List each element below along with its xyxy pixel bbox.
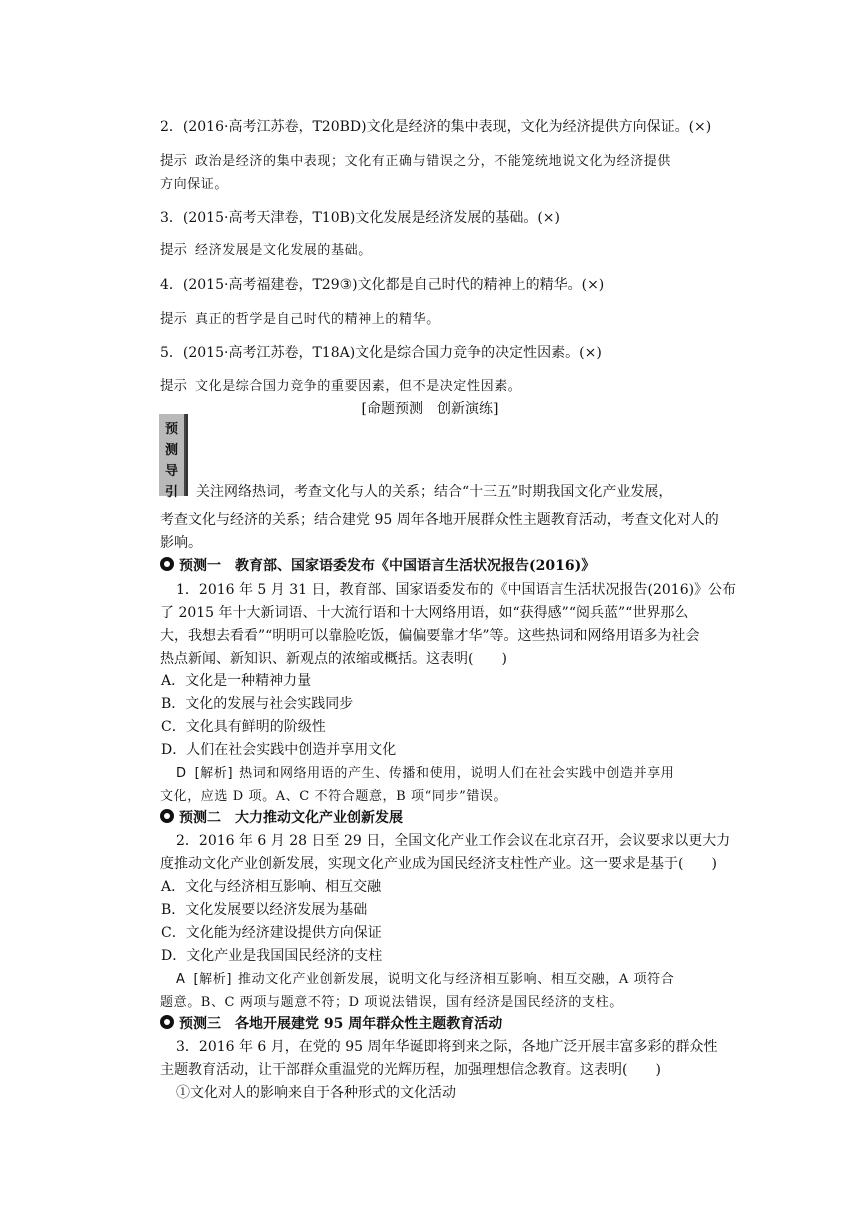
answer-letter: A xyxy=(176,972,186,987)
option-d: D．人们在社会实践中创造并享用文化 xyxy=(161,742,397,758)
heading-text: 预测三 各地开展建党 95 周年群众性主题教育活动 xyxy=(179,1016,503,1032)
review-hint-3 xyxy=(160,240,740,261)
guide-text-3: 影响。 xyxy=(160,535,202,551)
review-hint-2-cont: 方向保证。 xyxy=(160,177,229,192)
hint-text: 真正的哲学是自己时代的精神上的精华。 xyxy=(195,312,440,327)
heading-text: 预测二 大力推动文化产业创新发展 xyxy=(179,810,403,826)
question-line: 了 2015 年十大新词语、十大流行语和十大网络用语，如“获得感”“阅兵蓝”“世界那么 xyxy=(160,605,689,621)
analysis-text: 推动文化产业创新发展，说明文化与经济相互影响、相互交融，A 项符合 xyxy=(238,972,675,987)
analysis-2-cont: 题意。B、C 两项与题意不符；D 项说法错误，国有经济是国民经济的支柱。 xyxy=(160,995,623,1010)
review-question-5: 5．(2015·高考江苏卷，T18A)文化是综合国力竞争的决定性因素。(×) xyxy=(160,345,602,361)
analysis-1-cont: 文化，应选 D 项。A、C 不符合题意，B 项“同步”错误。 xyxy=(160,789,508,804)
prediction-guide-label xyxy=(159,414,186,500)
question-line: 度推动文化产业创新发展，实现文化产业成为国民经济支柱性产业。这一要求是基于( ) xyxy=(160,856,717,872)
guide-divider xyxy=(186,414,188,496)
option-b: B．文化的发展与社会实践同步 xyxy=(161,696,354,712)
question-line: 大，我想去看看”“明明可以靠脸吃饭，偏偏要靠才华”等。这些热词和网络用语多为社会 xyxy=(160,628,700,644)
analysis-text: 热词和网络用语的产生、传播和使用，说明人们在社会实践中创造并享用 xyxy=(239,766,675,781)
guide-char: 预 xyxy=(164,422,178,437)
option-d: D．文化产业是我国国民经济的支柱 xyxy=(161,948,383,964)
prediction-heading-3 xyxy=(160,1014,740,1035)
prediction-heading-1 xyxy=(160,556,740,577)
question-line: 1．2016 年 5 月 31 日，教育部、国家语委发布的《中国语言生活状况报告(2016)》公布 xyxy=(176,582,737,598)
bullet-icon xyxy=(160,1015,174,1029)
review-question-4: 4．(2015·高考福建卷，T29③)文化都是自己时代的精神上的精华。(×) xyxy=(160,277,605,293)
analysis-2 xyxy=(176,969,756,990)
guide-char: 引 xyxy=(164,485,178,500)
review-hint-5 xyxy=(160,376,740,397)
hint-label: 提示 xyxy=(160,153,187,169)
option-c: C．文化能为经济建设提供方向保证 xyxy=(161,925,382,941)
guide-text-1: 关注网络热词，考查文化与人的关系；结合“十三五”时期我国文化产业发展， xyxy=(196,484,673,500)
question-line: 3．2016 年 6 月，在党的 95 周年华诞即将到来之际，各地广泛开展丰富多彩的群众性 xyxy=(176,1039,718,1055)
question-line: 主题教育活动，让干部群众重温党的光辉历程，加强理想信念教育。这表明( ) xyxy=(160,1062,661,1078)
hint-label: 提示 xyxy=(160,378,187,394)
review-question-3: 3．(2015·高考天津卷，T10B)文化发展是经济发展的基础。(×) xyxy=(160,210,561,226)
question-line: 2．2016 年 6 月 28 日至 29 日，全国文化产业工作会议在北京召开，会议要求以更大力 xyxy=(176,833,731,849)
analysis-1 xyxy=(176,763,756,784)
section-title: [命题预测 创新演练] xyxy=(361,401,499,417)
heading-text: 预测一 教育部、国家语委发布《中国语言生活状况报告(2016)》 xyxy=(179,558,596,574)
option-c: C．文化具有鲜明的阶级性 xyxy=(161,719,326,735)
review-hint-4 xyxy=(160,309,740,330)
bullet-icon xyxy=(160,557,174,571)
analysis-label: [解析] xyxy=(194,766,234,781)
option-a: A．文化与经济相互影响、相互交融 xyxy=(161,879,382,895)
hint-label: 提示 xyxy=(160,242,187,258)
question-line: ①文化对人的影响来自于各种形式的文化活动 xyxy=(176,1085,456,1101)
hint-text: 文化是综合国力竞争的重要因素，但不是决定性因素。 xyxy=(195,379,522,394)
option-a: A．文化是一种精神力量 xyxy=(161,673,312,689)
question-line: 热点新闻、新知识、新观点的浓缩或概括。这表明( ) xyxy=(160,651,507,667)
hint-label: 提示 xyxy=(160,311,187,327)
review-hint-2 xyxy=(160,151,740,172)
guide-char: 测 xyxy=(164,443,178,458)
hint-text: 政治是经济的集中表现；文化有正确与错误之分，不能笼统地说文化为经济提供 xyxy=(195,154,672,169)
guide-char: 导 xyxy=(164,464,178,479)
guide-text-2: 考查文化与经济的关系；结合建党 95 周年各地开展群众性主题教育活动，考查文化对人的 xyxy=(160,512,719,528)
option-b: B．文化发展要以经济发展为基础 xyxy=(161,902,368,918)
prediction-heading-2 xyxy=(160,808,740,829)
bullet-icon xyxy=(160,809,174,823)
analysis-label: [解析] xyxy=(193,972,233,987)
answer-letter: D xyxy=(176,766,187,781)
hint-text: 经济发展是文化发展的基础。 xyxy=(195,243,372,258)
review-question-2: 2．(2016·高考江苏卷，T20BD)文化是经济的集中表现，文化为经济提供方向保证。(×) xyxy=(160,119,712,135)
